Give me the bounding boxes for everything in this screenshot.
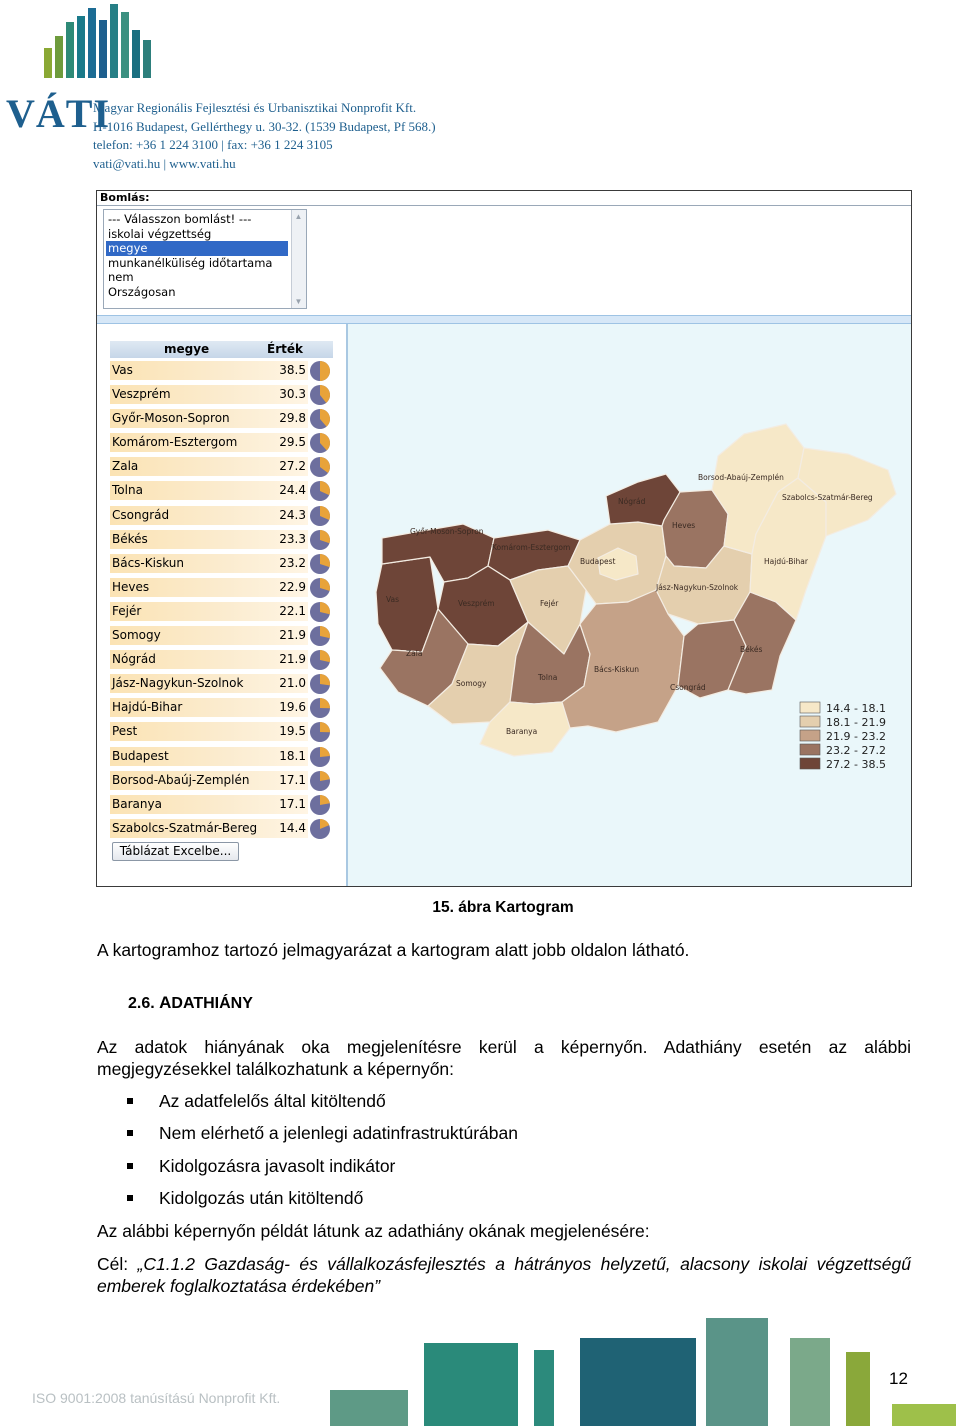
goal-paragraph [97,1253,911,1297]
legend-swatch [800,758,820,769]
legend-swatch [800,702,820,713]
iso-certification: ISO 9001:2008 tanúsítású Nonprofit Kft. [32,1390,281,1406]
org-phone: telefon: +36 1 224 3100 | fax: +36 1 224 3105 [93,137,333,152]
section-heading [128,993,253,1013]
table-cell [110,554,308,573]
county-name: Fejér [112,603,142,618]
table-cell [110,433,308,452]
county-value: 24.3 [279,507,306,522]
breakdown-option[interactable]: --- Válasszon bomlást! --- [108,212,252,226]
pie-icon [309,577,331,599]
county-name: Heves [112,579,150,594]
map-label-nograd: Nógrád [618,497,646,506]
legend-label: 23.2 - 27.2 [826,744,886,757]
county-value: 30.3 [279,387,306,402]
county-value: 17.1 [279,796,306,811]
pie-slice [320,795,330,805]
example-paragraph: Az alábbi képernyőn példát látunk az adathiány okának megjelenésére: [97,1221,650,1241]
pie-slice [320,722,330,732]
table-row[interactable] [110,671,333,695]
pie-icon [309,697,331,719]
pie-icon [309,408,331,430]
pie-icon [309,625,331,647]
breakdown-option[interactable]: Országosan [108,284,176,299]
table-row[interactable] [110,478,333,502]
table-cell [110,506,308,525]
map-label-somogy: Somogy [456,679,487,688]
figure-caption: 15. ábra Kartogram [432,899,574,916]
table-header [110,341,333,358]
map-label-veszprem: Veszprém [458,599,495,608]
pie-icon [309,456,331,478]
table-cell [110,602,308,621]
pie-slice [320,650,330,662]
column-header-value[interactable]: Érték [267,342,303,356]
table-row[interactable] [110,430,333,454]
org-name: Magyar Regionális Fejlesztési és Urbanisztikai Nonprofit Kft. [93,100,417,115]
county-value: 17.1 [279,772,306,787]
pie-icon [309,432,331,454]
table-row[interactable] [110,768,333,792]
table-row[interactable] [110,816,333,840]
map-label-szabolcs: Szabolcs-Szatmár-Bereg [782,493,873,502]
table-cell [110,361,308,380]
table-row[interactable] [110,695,333,719]
hungary-choropleth-map [348,324,911,884]
county-name: Csongrád [112,507,170,522]
county-name: Borsod-Abaúj-Zemplén [112,772,250,787]
pie-icon [309,529,331,551]
map-label-borsod: Borsod-Abaúj-Zemplén [698,473,784,482]
county-name: Zala [112,459,139,474]
table-rows [110,358,333,840]
county-value: 14.4 [279,820,306,835]
table-cell [110,674,308,693]
pie-icon [309,601,331,623]
pie-slice [320,747,330,757]
table-row[interactable] [110,599,333,623]
map-pane [346,324,911,886]
legend-label: 18.1 - 21.9 [826,716,886,729]
county-value: 27.2 [279,459,306,474]
table-row[interactable] [110,382,333,406]
county-name: Békés [112,531,148,546]
legend-swatch [800,716,820,727]
org-address: H-1016 Budapest, Gellérthegy u. 30-32. (1539 Budapest, Pf 568.) [93,118,436,134]
vati-logo-bars [44,2,159,78]
legend-label: 27.2 - 38.5 [826,758,886,771]
goal-label: Cél: [97,1254,129,1274]
listbox-scrollbar[interactable] [291,210,306,308]
pie-icon [309,746,331,768]
county-table [110,341,333,840]
county-value: 24.4 [279,483,306,498]
table-cell [110,819,308,838]
breakdown-listbox[interactable] [103,209,307,309]
table-cell [110,409,308,428]
county-value: 23.2 [279,555,306,570]
cartogram-screenshot [96,190,912,887]
breakdown-options [106,212,288,299]
table-row[interactable] [110,719,333,743]
map-label-gyor: Győr-Moson-Sopron [410,527,484,536]
county-name: Győr-Moson-Sopron [112,411,230,426]
pie-slice [320,771,330,781]
pie-icon [309,794,331,816]
table-row[interactable] [110,623,333,647]
map-label-budapest: Budapest [580,557,616,566]
map-label-bacs: Bács-Kiskun [594,665,640,674]
section-number: 2.6. [128,995,155,1012]
bullet-square-icon [127,1098,133,1104]
map-label-heves: Heves [672,521,696,530]
section-title-rest: DATHIÁNY [171,995,253,1012]
data-table-pane [97,324,344,886]
table-row[interactable] [110,527,333,551]
scroll-up-icon[interactable]: ▲ [294,212,303,221]
county-value: 22.1 [279,603,306,618]
legend-swatch [800,730,820,741]
pie-icon [309,384,331,406]
county-name: Budapest [112,748,169,763]
county-value: 29.5 [279,435,306,450]
map-label-bekes: Békés [740,645,763,654]
county-name: Baranya [112,796,162,811]
table-row[interactable] [110,358,333,382]
bullet-square-icon [127,1163,133,1169]
breakdown-option[interactable]: megye [106,241,288,256]
map-label-tolna: Tolna [538,673,558,682]
county-name: Tolna [112,483,143,498]
missing-data-paragraph: Az adatok hiányának oka megjelenítésre kerül a képernyőn. Adathiány esetén az alábbi megjegyzésekkel találkozhatunk a képernyőn: [97,1037,911,1079]
table-cell [110,578,308,597]
county-name: Nógrád [112,652,156,667]
table-row[interactable] [110,575,333,599]
intro-paragraph: A kartogramhoz tartozó jelmagyarázat a kartogram alatt jobb oldalon látható. [97,940,690,960]
pie-slice [320,674,330,685]
map-label-jasz: Jász-Nagykun-Szolnok [656,583,739,592]
map-label-komarom: Komárom-Esztergom [492,543,571,552]
table-row[interactable] [110,551,333,575]
table-cell [110,698,308,717]
pie-icon [309,505,331,527]
pie-icon [309,770,331,792]
map-label-baranya: Baranya [506,727,538,736]
table-cell [110,481,308,500]
table-row[interactable] [110,792,333,816]
table-cell [110,795,308,814]
map-label-vas: Vas [386,595,400,604]
page-number: 12 [889,1369,908,1388]
pie-icon [309,649,331,671]
pie-icon [309,818,331,840]
map-label-hajdu: Hajdú-Bihar [764,557,808,566]
legend-label: 21.9 - 23.2 [826,730,886,743]
vati-logo-text: VÁTI [6,91,111,136]
org-web: vati@vati.hu | www.vati.hu [93,155,236,171]
table-cell [110,457,308,476]
county-name: Komárom-Esztergom [112,435,238,450]
county-name: Bács-Kiskun [112,555,185,570]
pie-icon [309,360,331,382]
table-row[interactable] [110,454,333,478]
county-name: Pest [112,724,138,739]
county-name: Jász-Nagykun-Szolnok [112,676,244,691]
table-row[interactable] [110,503,333,527]
organization-info [93,99,436,173]
county-name: Somogy [112,628,161,643]
table-cell [110,530,308,549]
map-label-csongrad: Csongrád [670,683,706,692]
table-cell [110,385,308,404]
county-value: 23.3 [279,531,306,546]
column-header-county[interactable]: megye [164,342,210,356]
section-title-initial: A [159,993,172,1012]
table-cell [110,747,308,766]
county-name: Szabolcs-Szatmár-Bereg [112,820,258,835]
goal-text: „C1.1.2 Gazdaság- és vállalkozásfejlesztés a hátrányos helyzetű, alacsony iskolai végzettségű emberek foglalkoztatása érdekében” [97,1254,911,1296]
pie-slice [320,361,330,381]
breakdown-option[interactable]: nem [108,270,134,284]
county-value: 22.9 [279,579,306,594]
map-label-fejer: Fejér [540,599,559,608]
county-value: 21.9 [279,628,306,643]
county-value: 29.8 [279,411,306,426]
county-value: 18.1 [279,748,306,763]
bullet-square-icon [127,1195,133,1201]
table-cell [110,650,308,669]
county-value: 19.5 [279,724,306,739]
table-row[interactable] [110,647,333,671]
county-value: 38.5 [279,363,306,377]
bullet-square-icon [127,1130,133,1136]
pie-slice [320,698,330,708]
scroll-down-icon[interactable]: ▼ [294,297,303,306]
pie-icon [309,721,331,743]
pie-slice [320,626,330,638]
legend-swatch [800,744,820,755]
breakdown-label: Bomlás: [97,191,911,206]
county-value: 21.9 [279,652,306,667]
table-cell [110,771,308,790]
county-value: 21.0 [279,676,306,691]
pane-separator [97,315,911,324]
table-cell [110,626,308,645]
county-value: 19.6 [279,700,306,715]
table-cell [110,722,308,741]
legend-label: 14.4 - 18.1 [826,702,886,715]
county-name: Hajdú-Bihar [112,700,183,715]
breakdown-option[interactable]: munkanélküliség időtartama [108,255,273,270]
pie-icon [309,553,331,575]
pie-icon [309,673,331,695]
pie-icon [309,480,331,502]
map-label-zala: Zala [406,649,423,658]
export-excel-button[interactable]: Táblázat Excelbe... [112,842,239,861]
county-name: Veszprém [112,387,171,402]
table-row[interactable] [110,744,333,768]
county-name: Vas [112,363,133,377]
breakdown-option[interactable]: iskolai végzettség [108,226,212,241]
table-row[interactable] [110,406,333,430]
